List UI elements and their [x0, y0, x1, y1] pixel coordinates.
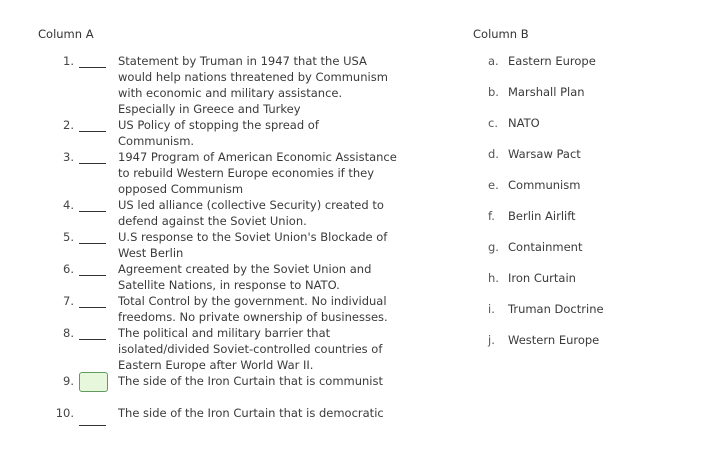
option-letter: c. — [488, 116, 498, 130]
answer-input-5[interactable] — [79, 243, 106, 244]
option-c — [488, 115, 540, 131]
question-text: U.S response to the Soviet Union's Blockade of West Berlin — [118, 230, 388, 260]
question-text: Agreement created by the Soviet Union and Satellite Nations, in response to NATO. — [118, 262, 372, 292]
question-number: 6. — [63, 262, 74, 276]
answer-input-9[interactable] — [79, 372, 108, 392]
question-text: US Policy of stopping the spread of Communism. — [118, 118, 319, 148]
answer-input-8[interactable] — [79, 339, 106, 340]
option-letter: b. — [488, 85, 499, 99]
question-text: Total Control by the government. No individual freedoms. No private ownership of businesses. — [118, 294, 388, 324]
question-number: 9. — [63, 374, 74, 388]
question-number: 4. — [63, 198, 74, 212]
option-b — [488, 84, 585, 100]
option-letter: f. — [488, 209, 495, 223]
question-text: Statement by Truman in 1947 that the USA would help nations threatened by Communism with economic and military assistance. Especially in Greece and Turkey — [118, 54, 388, 116]
option-text: Warsaw Pact — [508, 147, 581, 161]
option-f — [488, 208, 576, 224]
option-text: Iron Curtain — [508, 271, 576, 285]
option-letter: g. — [488, 240, 499, 254]
answer-input-1[interactable] — [79, 67, 106, 68]
option-letter: i. — [488, 302, 495, 316]
option-text: Containment — [508, 240, 583, 254]
answer-input-10[interactable] — [79, 425, 106, 426]
question-number: 5. — [63, 230, 74, 244]
option-text: Eastern Europe — [508, 54, 596, 68]
question-text: The political and military barrier that isolated/divided Soviet-controlled countries of Eastern Europe after World War II. — [118, 326, 383, 372]
option-letter: d. — [488, 147, 499, 161]
question-number: 1. — [63, 54, 74, 68]
option-h — [488, 270, 576, 286]
column-a-heading: Column A — [38, 27, 94, 41]
answer-input-2[interactable] — [79, 131, 106, 132]
question-number: 8. — [63, 326, 74, 340]
question-text: The side of the Iron Curtain that is democratic — [118, 406, 384, 420]
option-letter: h. — [488, 271, 499, 285]
option-i — [488, 301, 604, 317]
question-number: 2. — [63, 118, 74, 132]
question-text: 1947 Program of American Economic Assistance to rebuild Western Europe economies if they opposed Communism — [118, 150, 397, 196]
answer-input-4[interactable] — [79, 211, 106, 212]
question-text: US led alliance (collective Security) created to defend against the Soviet Union. — [118, 198, 384, 228]
option-text: NATO — [508, 116, 540, 130]
question-text: The side of the Iron Curtain that is communist — [118, 374, 384, 388]
option-e — [488, 177, 580, 193]
option-d — [488, 146, 581, 162]
answer-input-7[interactable] — [79, 307, 106, 308]
answer-input-3[interactable] — [79, 163, 106, 164]
question-number: 7. — [63, 294, 74, 308]
option-text: Berlin Airlift — [508, 209, 576, 223]
question-number: 10. — [55, 406, 74, 420]
option-a — [488, 53, 596, 69]
question-number: 3. — [63, 150, 74, 164]
column-b-heading: Column B — [473, 27, 529, 41]
option-text: Communism — [508, 178, 581, 192]
option-letter: a. — [488, 54, 499, 68]
option-g — [488, 239, 582, 255]
option-j — [488, 332, 599, 348]
option-text: Western Europe — [508, 333, 600, 347]
option-text: Truman Doctrine — [508, 302, 604, 316]
option-letter: j. — [488, 333, 495, 347]
option-text: Marshall Plan — [508, 85, 585, 99]
answer-input-6[interactable] — [79, 275, 106, 276]
option-letter: e. — [488, 178, 499, 192]
